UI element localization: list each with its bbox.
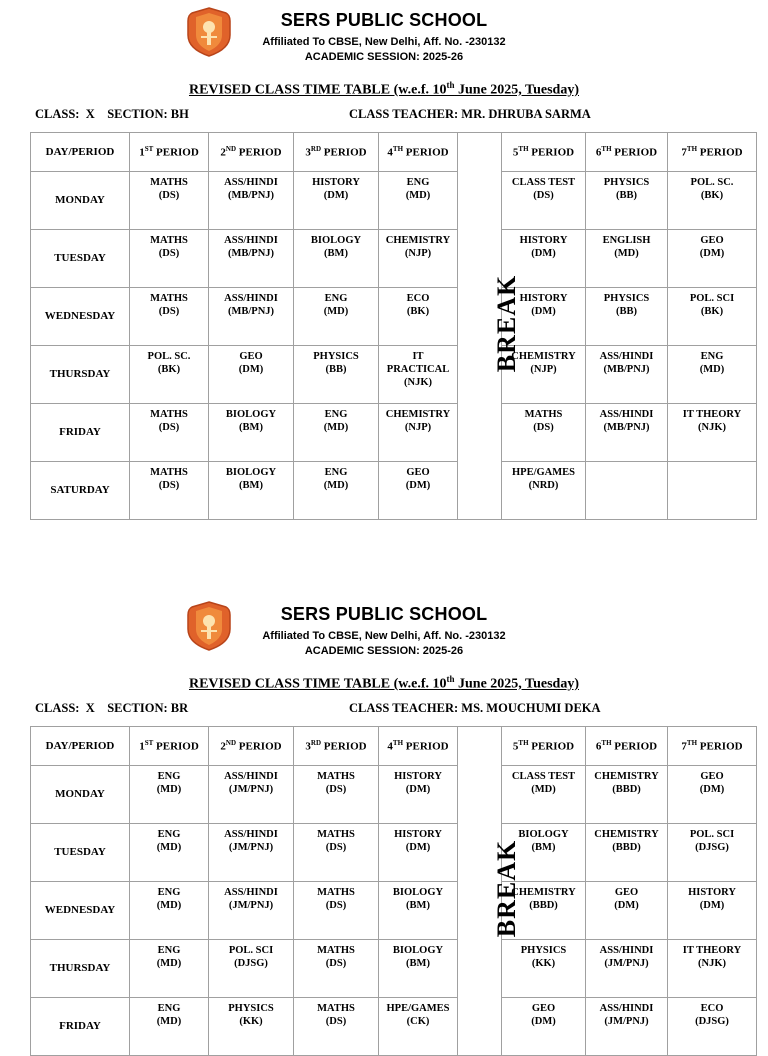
teacher-code: (DM) [531, 1016, 556, 1027]
header-period-1: 1ST PERIOD [130, 133, 209, 172]
teacher-code: (MD) [614, 248, 639, 259]
teacher-code: (NRD) [528, 480, 559, 491]
header-period-7: 7TH PERIOD [668, 727, 757, 766]
subject-name: POL. SC. [147, 351, 191, 362]
teacher-code: (MB/PNJ) [227, 306, 275, 317]
period-cell [379, 346, 458, 404]
subject-name: ENG [157, 1003, 181, 1014]
subject-name: POL. SCI [689, 829, 735, 840]
subject-name: ASS/HINDI [224, 235, 278, 246]
period-cell [130, 404, 209, 462]
period-cell [586, 230, 668, 288]
subject-name: PRACTICAL [386, 364, 450, 375]
table-row [31, 172, 757, 230]
subject-name: GEO [531, 1003, 556, 1014]
teacher-code: (BM) [239, 422, 263, 433]
subject-name: IT [412, 351, 424, 362]
period-cell [209, 404, 294, 462]
teacher-code: (DS) [325, 784, 347, 795]
teacher-code: (KK) [239, 1016, 263, 1027]
table-row [31, 882, 757, 940]
subject-name: BIOLOGY [225, 409, 277, 420]
table-row [31, 288, 757, 346]
subject-name: ENG [157, 887, 181, 898]
period-cell [209, 462, 294, 520]
subject-name: ENG [324, 409, 348, 420]
period-cell [586, 940, 668, 998]
subject-name: CLASS TEST [511, 177, 576, 188]
table-row [31, 404, 757, 462]
day-cell: THURSDAY [31, 346, 130, 404]
break-column [458, 133, 522, 520]
subject-name: BIOLOGY [392, 887, 444, 898]
period-cell [294, 940, 379, 998]
subject-name: CHEMISTRY [511, 351, 576, 362]
teacher-code: (CK) [406, 1016, 430, 1027]
header-period-7: 7TH PERIOD [668, 133, 757, 172]
period-cell [294, 766, 379, 824]
subject-name: GEO [239, 351, 263, 362]
period-cell [586, 998, 668, 1056]
subject-name: ENG [157, 771, 181, 782]
period-cell [209, 882, 294, 940]
teacher-code: (BM) [531, 842, 556, 853]
day-cell: THURSDAY [31, 940, 130, 998]
subject-name: ECO [700, 1003, 724, 1014]
period-cell [586, 172, 668, 230]
teacher-code: (NJK) [404, 377, 432, 388]
period-cell [294, 346, 379, 404]
subject-name: HISTORY [312, 177, 360, 188]
day-cell: MONDAY [31, 172, 130, 230]
period-cell [294, 230, 379, 288]
timetable-heading: REVISED CLASS TIME TABLE (w.e.f. 10th June 2025, Tuesday) [188, 674, 579, 692]
period-cell [668, 998, 757, 1056]
subject-name: MATHS [317, 1003, 355, 1014]
timetable-grid [30, 726, 757, 1056]
subject-name: MATHS [150, 409, 188, 420]
subject-name: HISTORY [394, 829, 442, 840]
teacher-code: (JM/PNJ) [604, 1016, 649, 1027]
teacher-code: (DM) [699, 248, 725, 259]
academic-session: ACADEMIC SESSION: 2025-26 [304, 51, 464, 63]
header-period-5: 5TH PERIOD [502, 133, 586, 172]
teacher-code: (DS) [325, 958, 347, 969]
subject-name: ENGLISH [602, 235, 651, 246]
teacher-code: (DS) [325, 842, 347, 853]
period-cell [294, 172, 379, 230]
teacher-code: (DS) [158, 190, 180, 201]
subject-name: BIOLOGY [310, 235, 362, 246]
period-cell [668, 882, 757, 940]
teacher-code: (MD) [156, 900, 182, 911]
subject-name: ENG [406, 177, 430, 188]
period-cell [668, 462, 757, 520]
teacher-code: (BM) [406, 958, 430, 969]
period-cell [130, 172, 209, 230]
teacher-code: (DS) [158, 480, 180, 491]
period-cell [209, 288, 294, 346]
teacher-code: (BBD) [529, 900, 558, 911]
period-cell [209, 940, 294, 998]
subject-name: CHEMISTRY [594, 771, 659, 782]
teacher-code: (DS) [325, 900, 347, 911]
period-cell [668, 766, 757, 824]
period-cell [586, 766, 668, 824]
period-cell [502, 172, 586, 230]
subject-name: ASS/HINDI [224, 829, 278, 840]
subject-name: BIOLOGY [225, 467, 277, 478]
period-cell [209, 766, 294, 824]
subject-name: PHYSICS [603, 177, 650, 188]
day-cell: TUESDAY [31, 824, 130, 882]
period-cell [130, 346, 209, 404]
teacher-code: (BB) [616, 306, 637, 317]
period-cell [294, 882, 379, 940]
period-cell [294, 462, 379, 520]
teacher-code: (BBD) [612, 784, 641, 795]
subject-name: BIOLOGY [392, 945, 444, 956]
period-cell [586, 462, 668, 520]
subject-name: PHYSICS [313, 351, 359, 362]
teacher-code: (MD) [405, 190, 431, 201]
subject-name: PHYSICS [603, 293, 650, 304]
subject-name: HISTORY [394, 771, 442, 782]
header-day-period: DAY/PERIOD [31, 727, 130, 766]
teacher-code: (DS) [533, 422, 554, 433]
teacher-code: (MD) [323, 480, 349, 491]
subject-name: ASS/HINDI [599, 409, 654, 420]
header-period-2: 2ND PERIOD [209, 727, 294, 766]
period-cell [379, 766, 458, 824]
table-row [31, 824, 757, 882]
header-period-4: 4TH PERIOD [379, 133, 458, 172]
period-cell [209, 230, 294, 288]
teacher-code: (JM/PNJ) [228, 784, 274, 795]
teacher-code: (JM/PNJ) [604, 958, 649, 969]
table-row [31, 766, 757, 824]
day-cell: WEDNESDAY [31, 882, 130, 940]
period-cell [379, 230, 458, 288]
teacher-code: (MD) [156, 784, 182, 795]
subject-name: GEO [406, 467, 430, 478]
period-cell [130, 998, 209, 1056]
period-cell [294, 824, 379, 882]
subject-name: MATHS [317, 829, 355, 840]
header-period-6: 6TH PERIOD [586, 727, 668, 766]
subject-name: MATHS [317, 771, 355, 782]
subject-name: MATHS [150, 177, 188, 188]
teacher-code: (BK) [406, 306, 430, 317]
teacher-code: (BB) [616, 190, 637, 201]
subject-name: PHYSICS [228, 1003, 274, 1014]
period-cell [586, 404, 668, 462]
subject-name: HPE/GAMES [386, 1003, 450, 1014]
day-cell: FRIDAY [31, 998, 130, 1056]
teacher-code: (MD) [156, 1016, 182, 1027]
table-row [31, 230, 757, 288]
period-cell [668, 824, 757, 882]
teacher-code: (JM/PNJ) [228, 900, 274, 911]
subject-name: CHEMISTRY [511, 887, 576, 898]
period-cell [502, 404, 586, 462]
period-cell [586, 882, 668, 940]
period-cell [502, 462, 586, 520]
teacher-code: (MD) [323, 306, 349, 317]
period-cell [294, 404, 379, 462]
day-cell: FRIDAY [31, 404, 130, 462]
teacher-code: (MB/PNJ) [603, 364, 650, 375]
day-cell: MONDAY [31, 766, 130, 824]
period-cell [379, 940, 458, 998]
subject-name: POL. SC. [690, 177, 734, 188]
period-cell [209, 824, 294, 882]
academic-session: ACADEMIC SESSION: 2025-26 [304, 645, 464, 657]
class-teacher: CLASS TEACHER: MS. MOUCHUMI DEKA [349, 701, 601, 715]
class-teacher: CLASS TEACHER: MR. DHRUBA SARMA [349, 107, 591, 121]
period-cell [379, 288, 458, 346]
timetable-section-br [0, 594, 768, 1032]
day-cell: TUESDAY [31, 230, 130, 288]
teacher-code: (MB/PNJ) [603, 422, 650, 433]
subject-name: ENG [324, 467, 348, 478]
subject-name: MATHS [150, 235, 188, 246]
school-affiliation: Affiliated To CBSE, New Delhi, Aff. No. -230132 [262, 36, 506, 48]
subject-name: IT THEORY [682, 409, 742, 420]
teacher-code: (BM) [239, 480, 263, 491]
header-day-period: DAY/PERIOD [31, 133, 130, 172]
period-cell [668, 230, 757, 288]
header-period-3: 3RD PERIOD [294, 727, 379, 766]
class-section: CLASS: X SECTION: BH [35, 107, 189, 121]
subject-name: ASS/HINDI [224, 177, 278, 188]
subject-name: GEO [700, 771, 724, 782]
subject-name: ASS/HINDI [599, 351, 654, 362]
subject-name: CHEMISTRY [385, 235, 451, 246]
header-period-5: 5TH PERIOD [502, 727, 586, 766]
period-cell [379, 404, 458, 462]
period-cell [130, 288, 209, 346]
subject-name: ENG [157, 945, 181, 956]
subject-name: MATHS [317, 945, 355, 956]
period-cell [294, 998, 379, 1056]
teacher-code: (DM) [405, 842, 431, 853]
subject-name: HISTORY [519, 293, 568, 304]
table-row [31, 998, 757, 1056]
period-cell [379, 882, 458, 940]
teacher-code: (DS) [533, 190, 554, 201]
teacher-code: (BK) [157, 364, 181, 375]
period-cell [586, 346, 668, 404]
teacher-code: (MD) [156, 958, 182, 969]
teacher-code: (DJSG) [695, 842, 729, 853]
subject-name: HISTORY [519, 235, 568, 246]
table-row [31, 346, 757, 404]
teacher-code: (DJSG) [695, 1016, 729, 1027]
subject-name: IT THEORY [682, 945, 742, 956]
teacher-code: (DS) [158, 306, 180, 317]
period-cell [668, 346, 757, 404]
period-cell [379, 824, 458, 882]
teacher-code: (MB/PNJ) [227, 248, 275, 259]
day-cell: WEDNESDAY [31, 288, 130, 346]
period-cell [502, 998, 586, 1056]
subject-name: CHEMISTRY [385, 409, 451, 420]
teacher-code: (DM) [614, 900, 639, 911]
subject-name: HISTORY [688, 887, 736, 898]
subject-name: GEO [700, 235, 724, 246]
teacher-code: (DM) [531, 306, 556, 317]
period-cell [130, 462, 209, 520]
teacher-code: (DS) [158, 248, 180, 259]
subject-name: CLASS TEST [511, 771, 576, 782]
header-period-1: 1ST PERIOD [130, 727, 209, 766]
subject-name: ASS/HINDI [224, 887, 278, 898]
teacher-code: (DJSG) [234, 958, 268, 969]
subject-name: POL. SCI [689, 293, 735, 304]
subject-name: POL. SCI [228, 945, 274, 956]
teacher-code: (BB) [325, 364, 347, 375]
subject-name: ASS/HINDI [599, 945, 654, 956]
subject-name: MATHS [317, 887, 355, 898]
teacher-code: (DM) [323, 190, 349, 201]
teacher-code: (KK) [531, 958, 556, 969]
period-cell [130, 824, 209, 882]
subject-name: ASS/HINDI [224, 771, 278, 782]
teacher-code: (MD) [699, 364, 725, 375]
teacher-code: (DM) [405, 784, 431, 795]
teacher-code: (MD) [323, 422, 349, 433]
header-period-6: 6TH PERIOD [586, 133, 668, 172]
period-cell [379, 998, 458, 1056]
teacher-code: (BK) [700, 306, 724, 317]
teacher-code: (MD) [531, 784, 556, 795]
period-cell [294, 288, 379, 346]
period-cell [502, 940, 586, 998]
teacher-code: (DS) [325, 1016, 347, 1027]
teacher-code: (DM) [699, 784, 725, 795]
break-label: BREAK [492, 839, 522, 937]
period-cell [130, 766, 209, 824]
teacher-code: (DS) [158, 422, 180, 433]
table-row [31, 462, 757, 520]
period-cell [209, 346, 294, 404]
subject-name: ASS/HINDI [224, 293, 278, 304]
break-column [458, 727, 522, 1056]
subject-name: BIOLOGY [518, 829, 569, 840]
break-label: BREAK [492, 274, 522, 372]
school-name: SERS PUBLIC SCHOOL [280, 10, 488, 30]
teacher-code: (NJP) [404, 422, 432, 433]
teacher-code: (DM) [531, 248, 556, 259]
teacher-code: (BBD) [612, 842, 641, 853]
subject-name: ENG [157, 829, 181, 840]
period-cell [586, 824, 668, 882]
teacher-code: (NJK) [698, 958, 726, 969]
subject-name: GEO [614, 887, 639, 898]
teacher-code: (DM) [699, 900, 725, 911]
subject-name: ECO [406, 293, 430, 304]
period-cell [379, 462, 458, 520]
period-cell [668, 940, 757, 998]
table-row [31, 940, 757, 998]
teacher-code: (JM/PNJ) [228, 842, 274, 853]
teacher-code: (MB/PNJ) [227, 190, 275, 201]
subject-name: CHEMISTRY [594, 829, 659, 840]
period-cell [130, 882, 209, 940]
header-period-4: 4TH PERIOD [379, 727, 458, 766]
teacher-code: (NJP) [530, 364, 557, 375]
timetable-section-bh [0, 0, 768, 520]
period-cell [502, 766, 586, 824]
teacher-code: (BM) [324, 248, 348, 259]
period-cell [586, 288, 668, 346]
subject-name: ASS/HINDI [599, 1003, 654, 1014]
teacher-code: (MD) [156, 842, 182, 853]
period-cell [209, 998, 294, 1056]
teacher-code: (DM) [238, 364, 264, 375]
period-cell [130, 230, 209, 288]
subject-name: MATHS [150, 293, 188, 304]
school-affiliation: Affiliated To CBSE, New Delhi, Aff. No. -230132 [262, 630, 506, 642]
period-cell [668, 172, 757, 230]
period-cell [209, 172, 294, 230]
subject-name: PHYSICS [520, 945, 567, 956]
day-cell: SATURDAY [31, 462, 130, 520]
timetable-grid [30, 132, 757, 520]
subject-name: MATHS [524, 409, 563, 420]
header-period-2: 2ND PERIOD [209, 133, 294, 172]
class-section: CLASS: X SECTION: BR [35, 701, 189, 715]
teacher-code: (NJK) [698, 422, 726, 433]
school-name: SERS PUBLIC SCHOOL [280, 604, 488, 624]
teacher-code: (BK) [700, 190, 724, 201]
period-cell [379, 172, 458, 230]
subject-name: ENG [700, 351, 724, 362]
subject-name: HPE/GAMES [511, 467, 575, 478]
teacher-code: (DM) [405, 480, 431, 491]
period-cell [130, 940, 209, 998]
teacher-code: (NJP) [404, 248, 432, 259]
subject-name: MATHS [150, 467, 188, 478]
subject-name: ENG [324, 293, 348, 304]
teacher-code: (BM) [406, 900, 430, 911]
header-period-3: 3RD PERIOD [294, 133, 379, 172]
period-cell [668, 404, 757, 462]
timetable-heading: REVISED CLASS TIME TABLE (w.e.f. 10th June 2025, Tuesday) [188, 80, 579, 98]
period-cell [668, 288, 757, 346]
